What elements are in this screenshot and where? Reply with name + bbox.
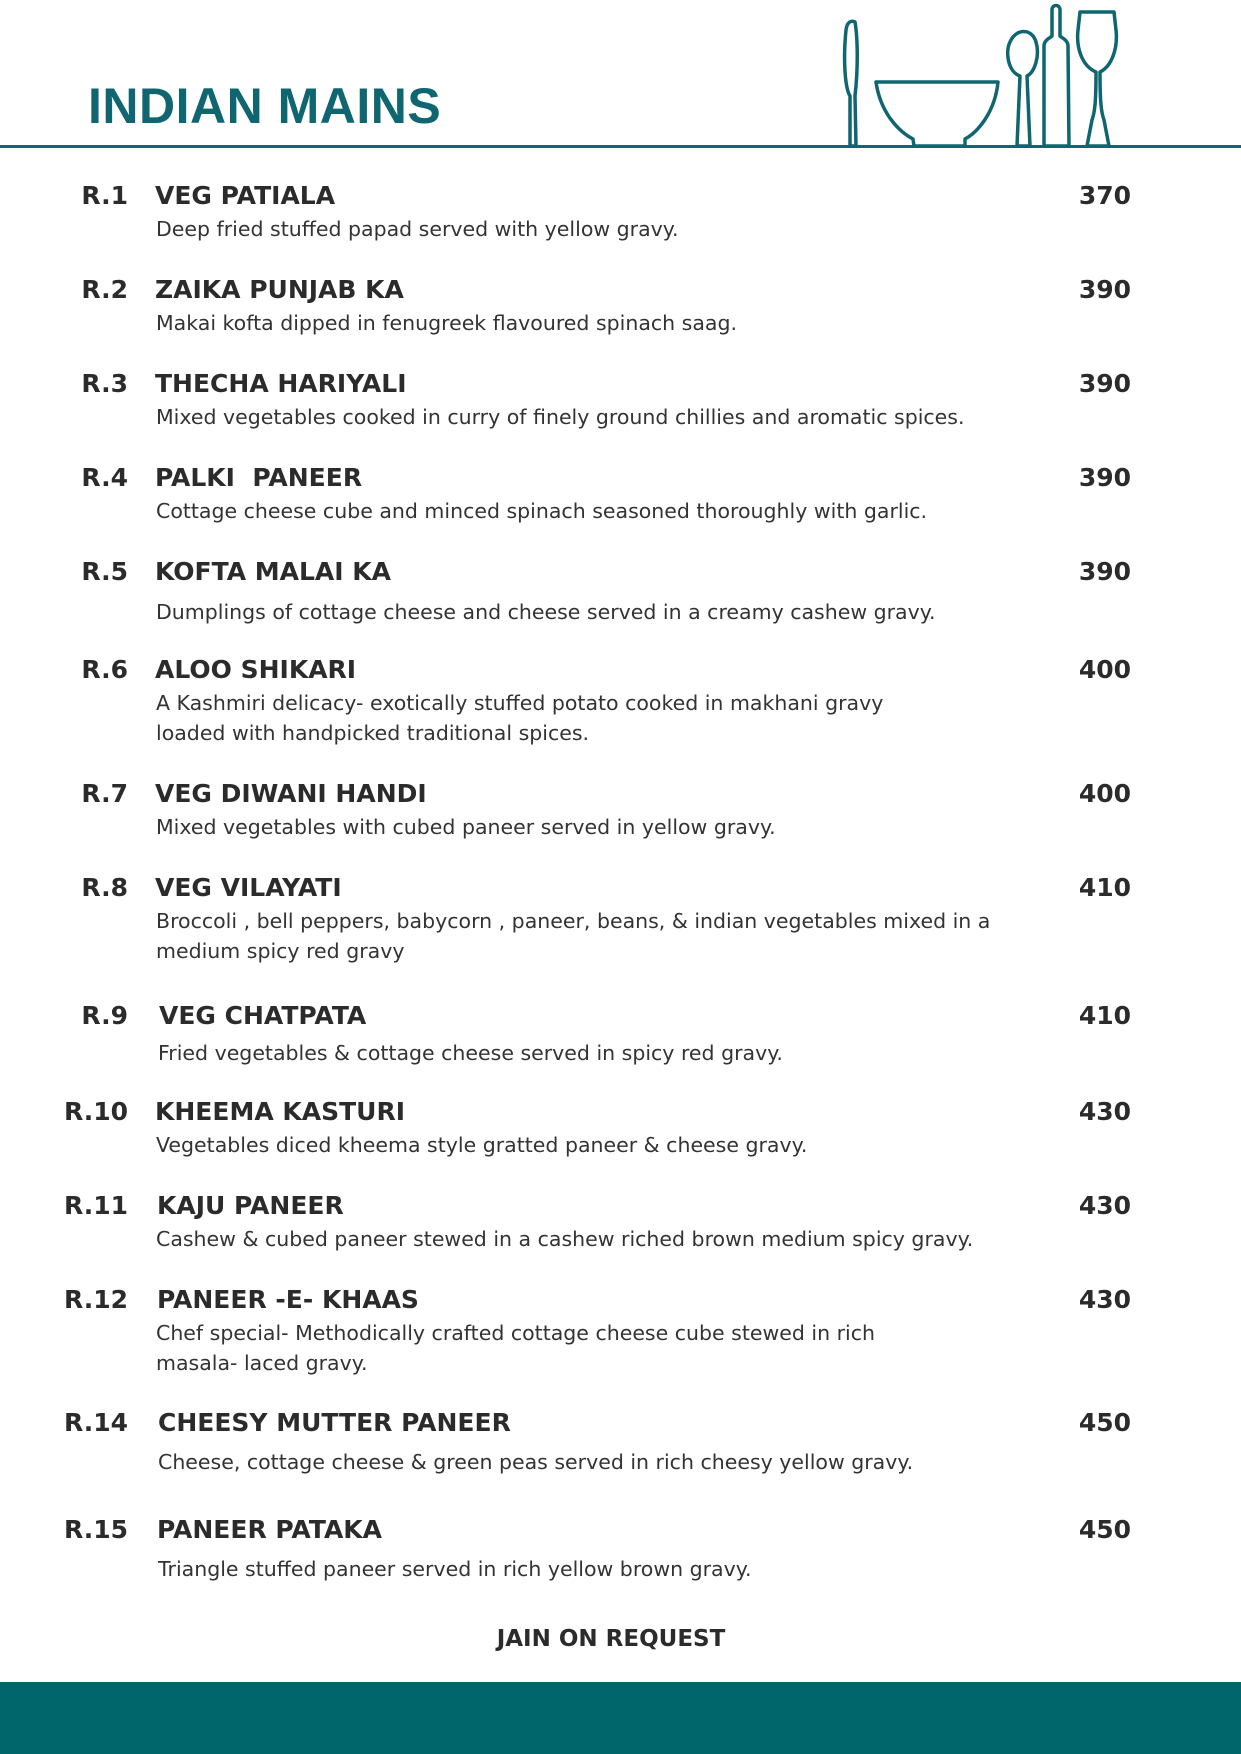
item-name: VEG CHATPATA — [159, 1001, 367, 1030]
page-title: INDIAN MAINS — [88, 78, 442, 134]
item-description: Dumplings of cottage cheese and cheese served in a creamy cashew gravy. — [156, 600, 936, 624]
item-name: KAJU PANEER — [157, 1191, 344, 1220]
item-name: VEG DIWANI HANDI — [155, 779, 427, 808]
item-price: 370 — [1078, 181, 1131, 210]
item-code: R.4 — [81, 463, 128, 492]
item-name: CHEESY MUTTER PANEER — [158, 1408, 511, 1437]
item-name: KOFTA MALAI KA — [155, 557, 391, 586]
item-description: Cashew & cubed paneer stewed in a cashew riched brown medium spicy gravy. — [156, 1227, 974, 1251]
item-code: R.3 — [81, 369, 128, 398]
item-name: VEG PATIALA — [155, 181, 336, 210]
spoon-icon — [1008, 32, 1038, 147]
cutlery-and-bowl-icon — [830, 0, 1150, 150]
item-code: R.12 — [63, 1285, 128, 1314]
item-name: ZAIKA PUNJAB KA — [155, 275, 404, 304]
item-code: R.5 — [81, 557, 128, 586]
item-price: 430 — [1078, 1285, 1131, 1314]
item-price: 410 — [1078, 1001, 1131, 1030]
item-description: Fried vegetables & cottage cheese served in spicy red gravy. — [158, 1041, 783, 1065]
item-price: 390 — [1078, 369, 1131, 398]
menu-header — [0, 0, 1241, 150]
item-price: 410 — [1078, 873, 1131, 902]
item-price: 390 — [1078, 463, 1131, 492]
item-description: Mixed vegetables cooked in curry of finely ground chillies and aromatic spices. — [156, 405, 965, 429]
item-code: R.10 — [63, 1097, 128, 1126]
item-price: 430 — [1078, 1191, 1131, 1220]
item-code: R.2 — [81, 275, 128, 304]
item-name: PANEER -E- KHAAS — [157, 1285, 419, 1314]
item-description: Mixed vegetables with cubed paneer served in yellow gravy. — [156, 815, 776, 839]
item-description: A Kashmiri delicacy- exotically stuffed potato cooked in makhani gravy loaded with handpicked traditional spices. — [156, 691, 884, 745]
item-description: Cottage cheese cube and minced spinach seasoned thoroughly with garlic. — [156, 499, 928, 523]
item-code: R.8 — [81, 873, 128, 902]
wine-glass-icon — [1078, 12, 1117, 146]
item-code: R.7 — [81, 779, 128, 808]
item-name: VEG VILAYATI — [155, 873, 342, 902]
item-description: Broccoli , bell peppers, babycorn , paneer, beans, & indian vegetables mixed in a medium spicy red gravy — [156, 909, 991, 963]
item-price: 400 — [1078, 655, 1131, 684]
item-code: R.9 — [81, 1001, 128, 1030]
item-description: Vegetables diced kheema style gratted paneer & cheese gravy. — [156, 1133, 808, 1157]
item-code: R.1 — [81, 181, 128, 210]
item-description: Triangle stuffed paneer served in rich yellow brown gravy. — [158, 1557, 752, 1581]
item-code: R.11 — [63, 1191, 128, 1220]
item-code: R.14 — [63, 1408, 128, 1437]
item-price: 430 — [1078, 1097, 1131, 1126]
item-price: 450 — [1078, 1408, 1131, 1437]
item-description: Chef special- Methodically crafted cottage cheese cube stewed in rich masala- laced gravy. — [156, 1321, 875, 1375]
header-divider — [0, 145, 1241, 148]
item-name: PALKI PANEER — [155, 463, 363, 492]
item-description: Deep fried stuffed papad served with yellow gravy. — [156, 217, 679, 241]
rolling-pin-icon — [1044, 6, 1069, 147]
footer-band — [0, 1682, 1241, 1754]
item-description: Cheese, cottage cheese & green peas served in rich cheesy yellow gravy. — [158, 1450, 914, 1474]
item-description: Makai kofta dipped in fenugreek flavoured spinach saag. — [156, 311, 738, 335]
bowl-icon — [876, 82, 998, 146]
item-price: 450 — [1078, 1515, 1131, 1544]
item-code: R.6 — [81, 655, 128, 684]
jain-on-request-note: JAIN ON REQUEST — [496, 1626, 726, 1652]
item-name: PANEER PATAKA — [157, 1515, 383, 1544]
item-name: KHEEMA KASTURI — [155, 1097, 406, 1126]
knife-icon — [845, 21, 858, 146]
item-price: 400 — [1078, 779, 1131, 808]
item-code: R.15 — [63, 1515, 128, 1544]
item-name: THECHA HARIYALI — [155, 369, 407, 398]
item-price: 390 — [1078, 557, 1131, 586]
item-price: 390 — [1078, 275, 1131, 304]
item-name: ALOO SHIKARI — [155, 655, 357, 684]
